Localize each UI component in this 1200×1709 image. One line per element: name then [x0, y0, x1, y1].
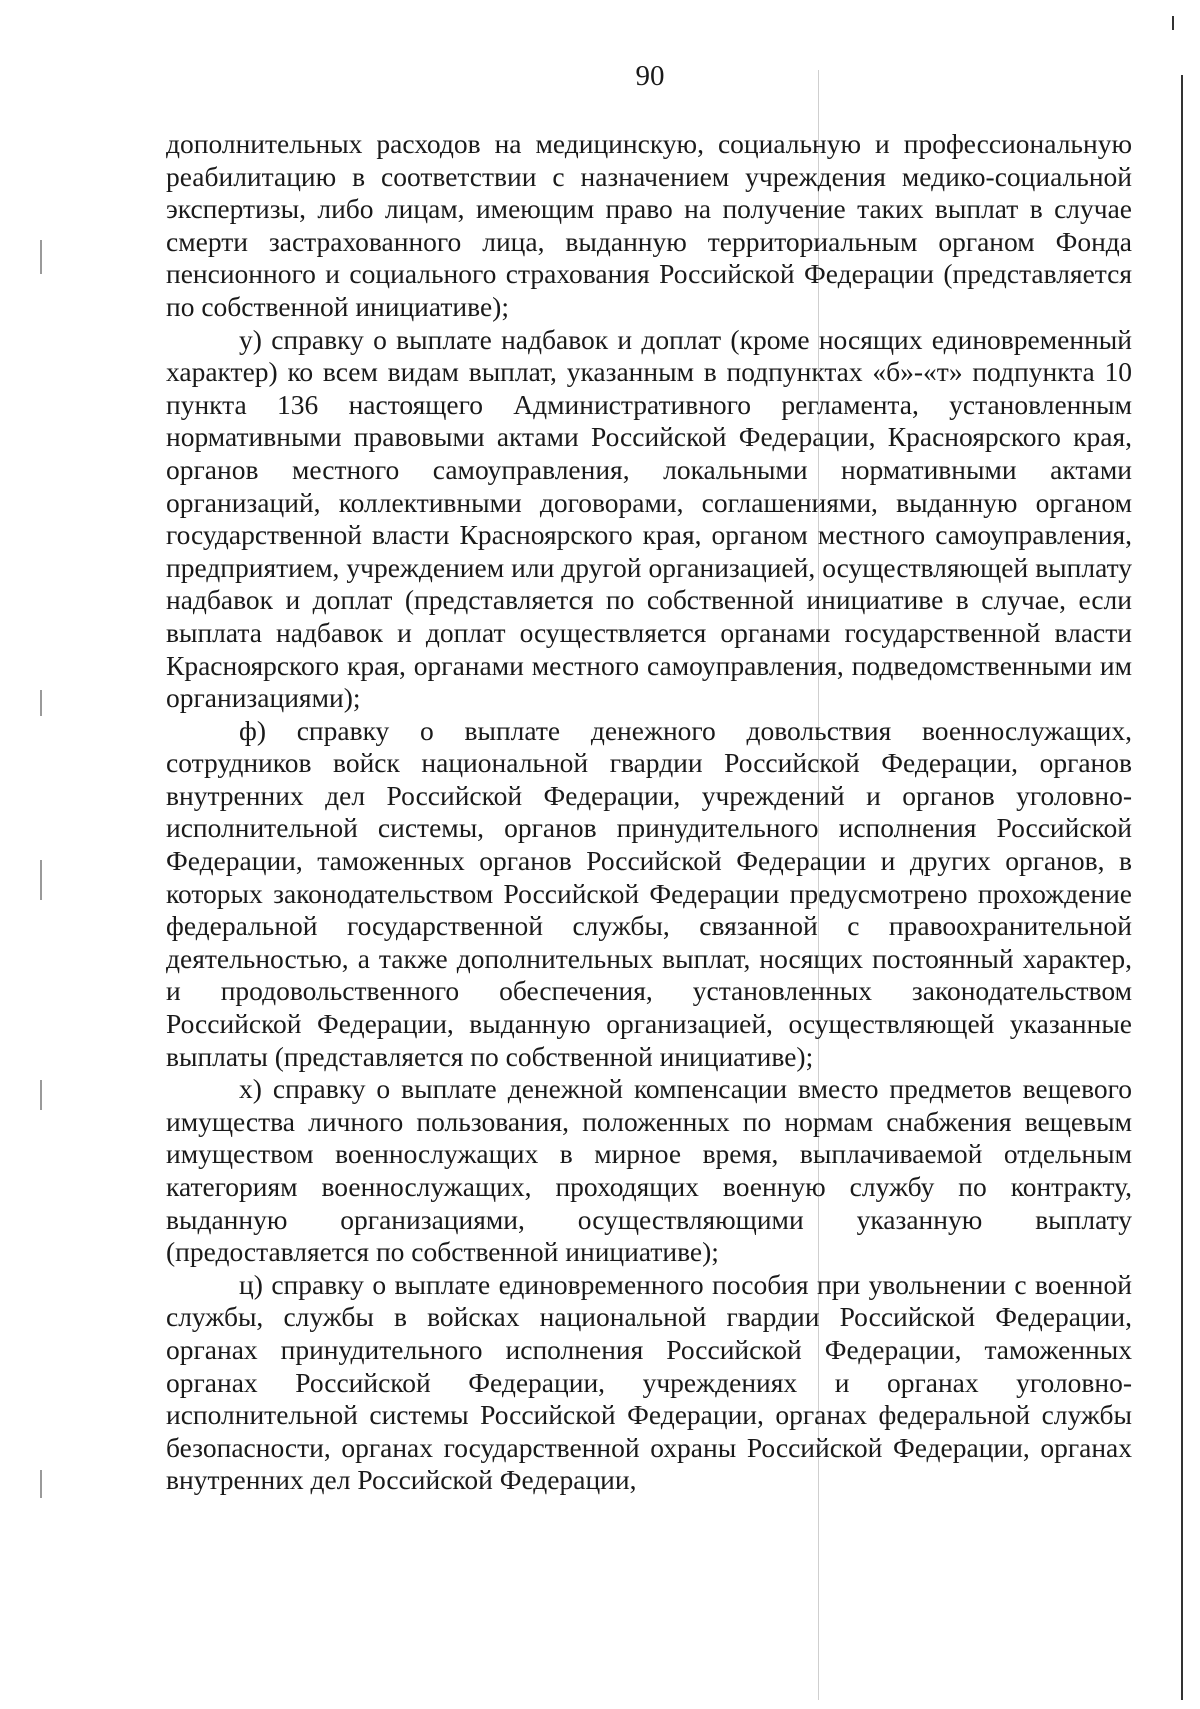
left-binding-mark-5	[40, 1470, 42, 1498]
paragraph-item-kh: х) справку о выплате денежной компенсации вместо предметов вещевого имущества личного пользования, положенных по нормам снабжения вещевым имуществом военнослужащих в мирное время, выплачиваемой отдельным категориям военнослужащих, проходящих военную службу по контракту, выданную организациями, осуществляющими указанную выплату (предоставляется по собственной инициативе);	[166, 1073, 1132, 1268]
right-edge-scan-line	[1181, 75, 1183, 1700]
left-binding-mark-1	[40, 240, 42, 274]
paragraph-continuation: дополнительных расходов на медицинскую, социальную и профессиональную реабилитацию в соответствии с назначением учреждения медико-социальной экспертизы, либо лицам, имеющим право на получение таких выплат в случае смерти застрахованного лица, выданную территориальным органом Фонда пенсионного и социального страхования Российской Федерации (представляется по собственной инициативе);	[166, 128, 1132, 322]
paragraph-item-ts: ц) справку о выплате единовременного пособия при увольнении с военной службы, службы в войсках национальной гвардии Российской Федерации, органах принудительного исполнения Российской Федерации, таможенных органах Российской Федерации, учреждениях и органах уголовно-исполнительной системы Российской Федерации, органах федеральной службы безопасности, органах государственной охраны Российской Федерации, органах внутренних дел Российской Федерации,	[166, 1268, 1132, 1496]
document-body	[166, 128, 1132, 1497]
paragraph-item-u: у) справку о выплате надбавок и доплат (кроме носящих единовременный характер) ко всем видам выплат, указанным в подпунктах «б»-«т» подпункта 10 пункта 136 настоящего Административного регламента, установленным нормативными правовыми актами Российской Федерации, Красноярского края, органов местного самоуправления, локальными нормативными актами организаций, коллективными договорами, соглашениями, выданную органом государственной власти Красноярского края, органом местного самоуправления, предприятием, учреждением или другой организацией, осуществляющей выплату надбавок и доплат (представляется по собственной инициативе в случае, если выплата надбавок и доплат осуществляется органами государственной власти Красноярского края, органами местного самоуправления, подведомственными им организациями);	[166, 323, 1132, 714]
left-binding-mark-4	[40, 1080, 42, 1110]
left-binding-mark-3	[40, 860, 42, 900]
right-edge-tick-mark	[1172, 16, 1174, 30]
left-binding-mark-2	[40, 690, 42, 716]
paragraph-item-f: ф) справку о выплате денежного довольствия военнослужащих, сотрудников войск национальной гвардии Российской Федерации, органов внутренних дел Российской Федерации, учреждений и органов уголовно-исполнительной системы, органов принудительного исполнения Российской Федерации, таможенных органов Российской Федерации и других органов, в которых законодательством Российской Федерации предусмотрено прохождение федеральной государственной службы, связанной с правоохранительной деятельностью, а также дополнительных выплат, носящих постоянный характер, и продовольственного обеспечения, установленных законодательством Российской Федерации, выданную организацией, осуществляющей указанные выплаты (представляется по собственной инициативе);	[166, 714, 1132, 1072]
page-number: 90	[635, 60, 665, 92]
